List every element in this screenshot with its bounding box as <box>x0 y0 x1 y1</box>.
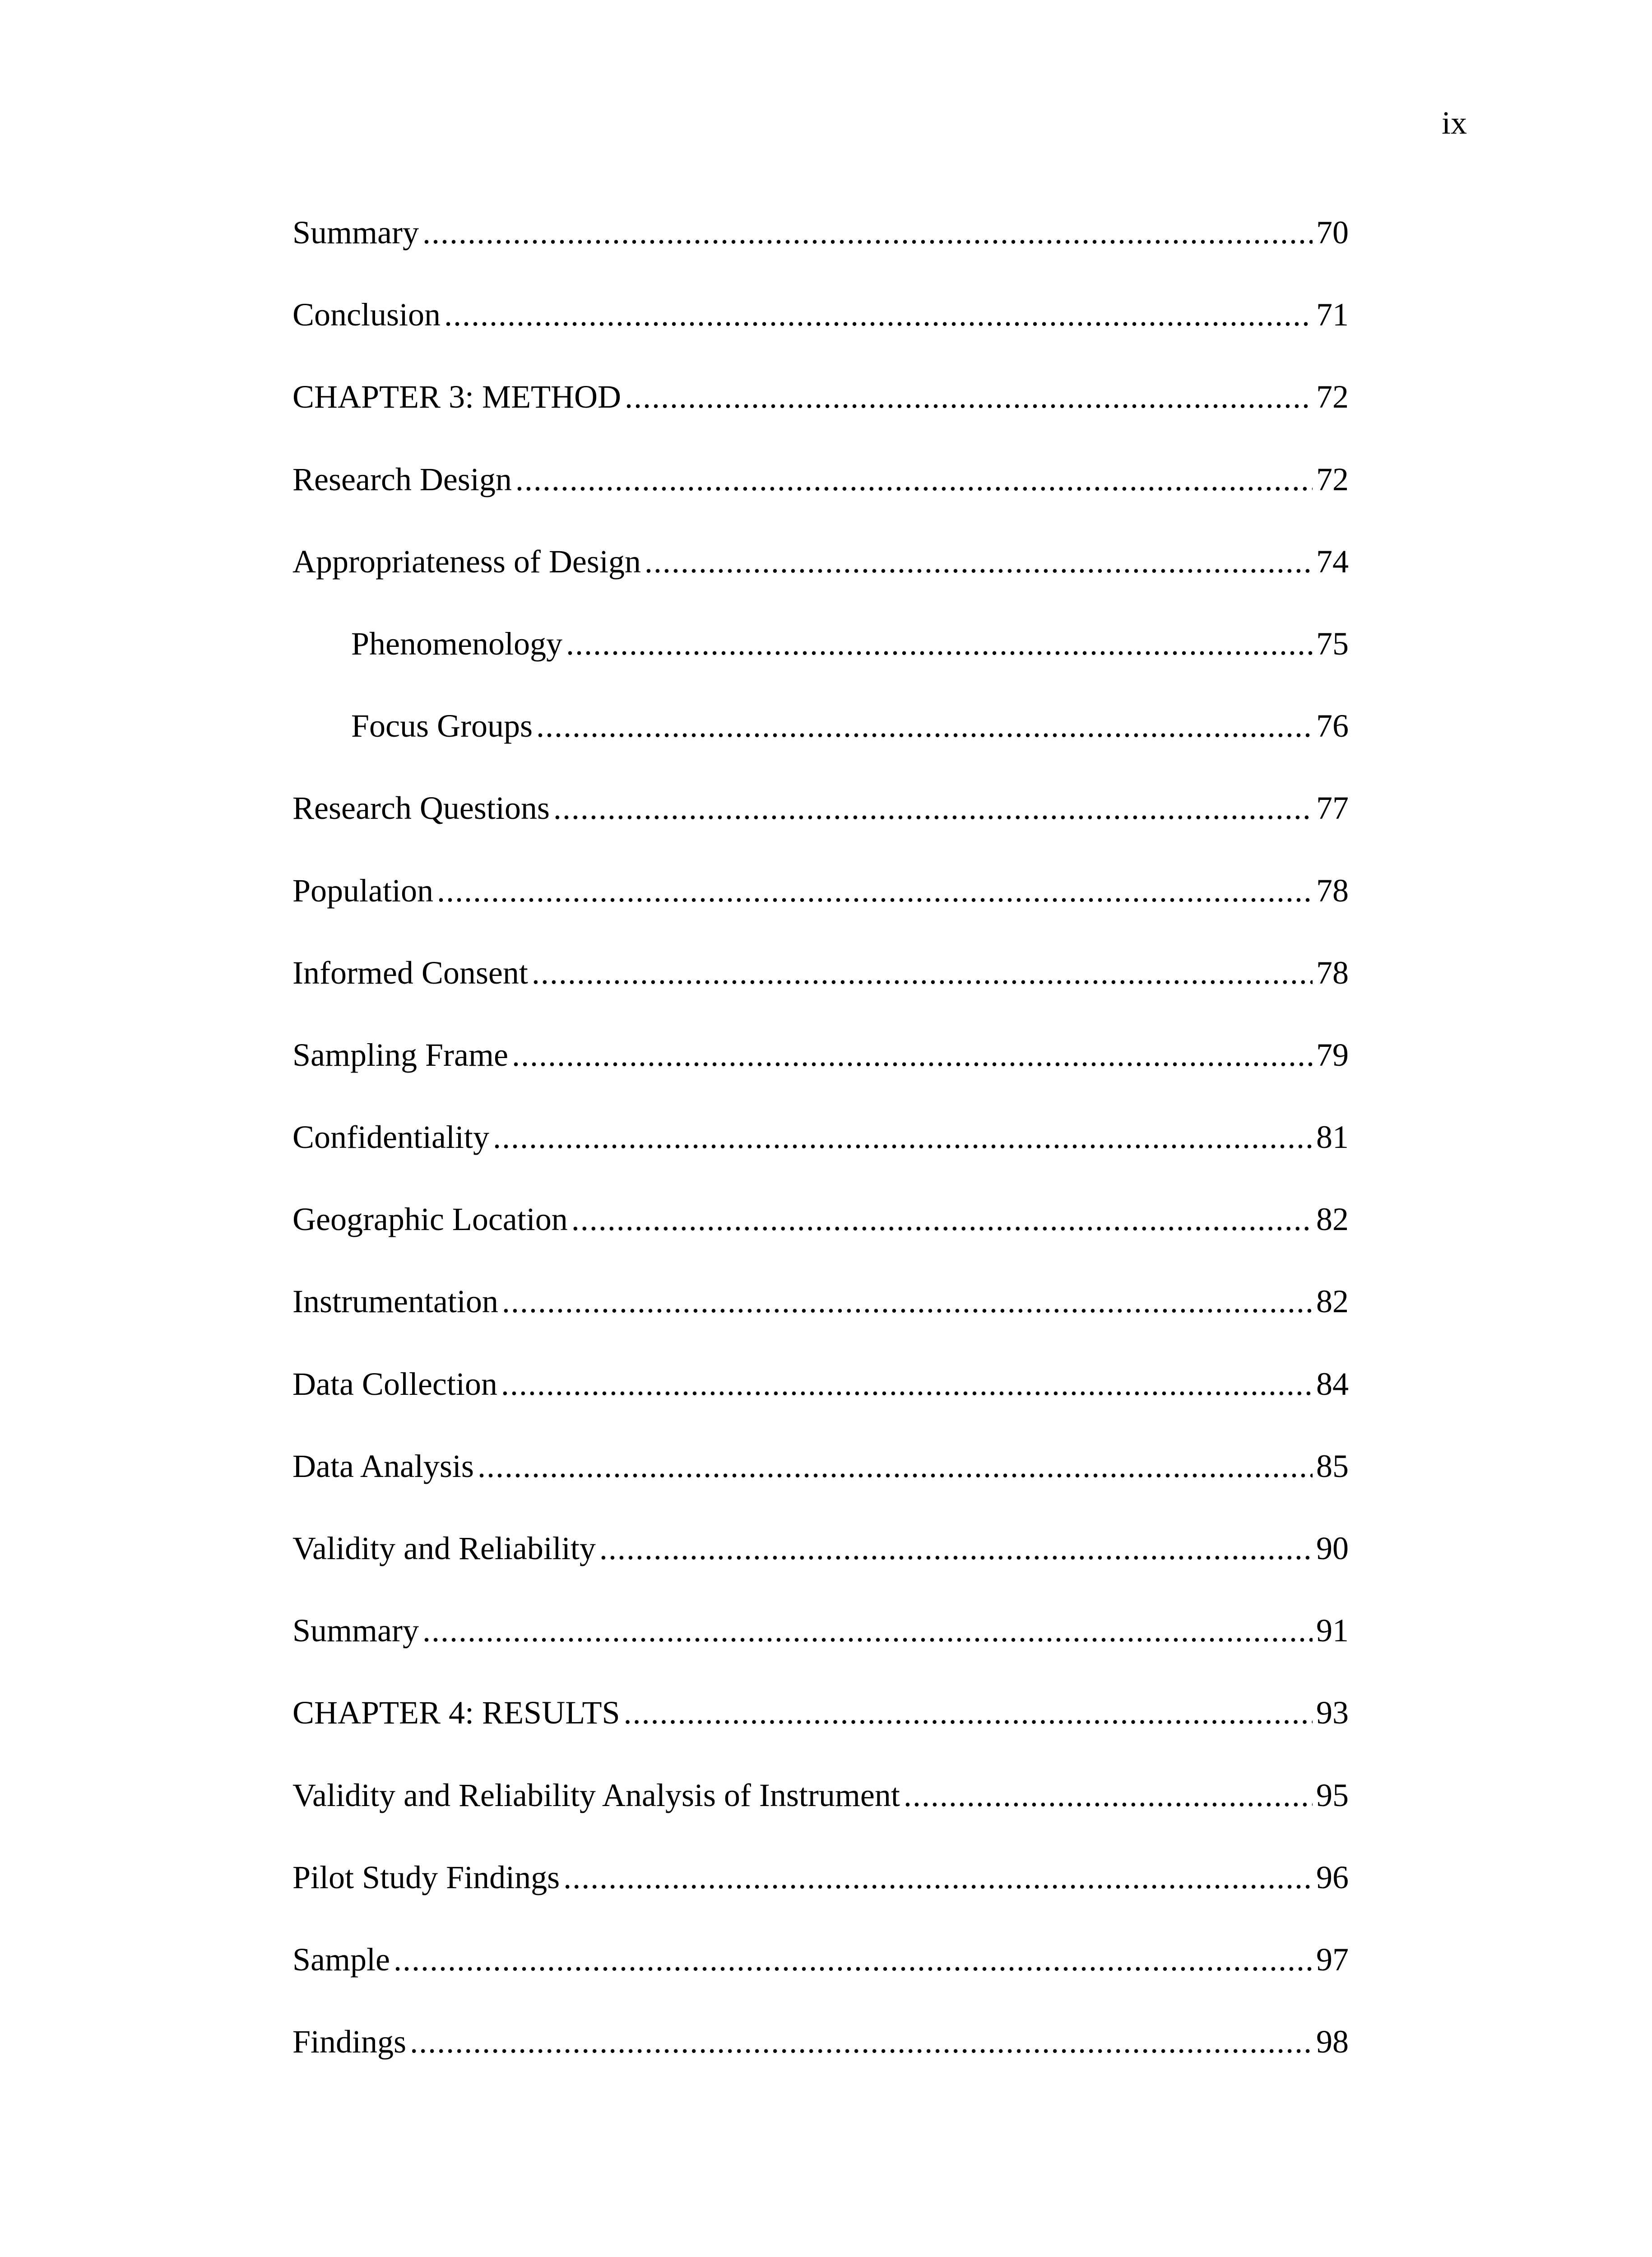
toc-entry-page: 82 <box>1316 1201 1349 1238</box>
toc-dot-leader <box>512 1035 1313 1075</box>
toc-entry-title: Focus Groups <box>351 708 533 744</box>
toc-entry <box>292 1199 1349 1281</box>
toc-entry-page: 79 <box>1316 1036 1349 1073</box>
toc-entry <box>292 212 1349 294</box>
toc-dot-leader <box>645 541 1313 582</box>
toc-entry-page: 91 <box>1316 1612 1349 1649</box>
table-of-contents <box>292 212 1349 2104</box>
toc-entry-page: 76 <box>1316 708 1349 744</box>
toc-entry <box>292 870 1349 952</box>
toc-entry <box>292 1035 1349 1117</box>
toc-entry-page: 72 <box>1316 461 1349 497</box>
toc-entry <box>292 706 1349 788</box>
toc-entry <box>292 1281 1349 1363</box>
toc-entry-page: 85 <box>1316 1448 1349 1484</box>
toc-dot-leader <box>394 1939 1313 1980</box>
toc-entry-page: 70 <box>1316 214 1349 251</box>
toc-entry <box>292 2021 1349 2104</box>
toc-entry-title: Appropriateness of Design <box>292 543 641 580</box>
toc-entry-page: 81 <box>1316 1119 1349 1156</box>
toc-entry-page: 75 <box>1316 625 1349 662</box>
page-number: ix <box>1441 105 1467 141</box>
toc-entry <box>292 788 1349 870</box>
toc-dot-leader <box>623 1692 1313 1733</box>
toc-entry-title: Validity and Reliability Analysis of Instrument <box>292 1777 900 1813</box>
toc-entry-title: Validity and Reliability <box>292 1530 596 1566</box>
toc-dot-leader <box>501 1364 1313 1404</box>
toc-entry <box>292 1857 1349 1939</box>
toc-entry-page: 90 <box>1316 1530 1349 1566</box>
toc-dot-leader <box>553 788 1313 828</box>
toc-entry <box>292 952 1349 1035</box>
toc-entry-title: CHAPTER 4: RESULTS <box>292 1695 620 1731</box>
toc-dot-leader <box>532 952 1313 993</box>
toc-dot-leader <box>437 870 1313 911</box>
toc-entry <box>292 1610 1349 1692</box>
toc-entry <box>292 623 1349 706</box>
toc-entry-page: 84 <box>1316 1365 1349 1402</box>
toc-dot-leader <box>444 294 1313 335</box>
toc-entry-title: Data Analysis <box>292 1448 474 1484</box>
toc-entry-page: 78 <box>1316 954 1349 991</box>
toc-entry-page: 71 <box>1316 297 1349 333</box>
toc-entry-title: Sampling Frame <box>292 1036 508 1073</box>
toc-entry <box>292 1775 1349 1857</box>
toc-dot-leader <box>422 212 1313 253</box>
toc-entry-page: 97 <box>1316 1941 1349 1978</box>
toc-dot-leader <box>566 623 1313 664</box>
toc-entry <box>292 459 1349 541</box>
toc-dot-leader <box>493 1117 1313 1157</box>
toc-entry-title: Research Questions <box>292 790 550 827</box>
toc-dot-leader <box>410 2021 1313 2062</box>
toc-entry <box>292 541 1349 623</box>
toc-entry-title: Instrumentation <box>292 1283 498 1320</box>
toc-entry-title: Findings <box>292 2024 407 2060</box>
toc-entry <box>292 376 1349 459</box>
toc-entry-title: Confidentiality <box>292 1119 489 1156</box>
toc-entry-page: 98 <box>1316 2024 1349 2060</box>
toc-dot-leader <box>904 1775 1313 1816</box>
toc-entry-title: Pilot Study Findings <box>292 1859 560 1895</box>
toc-dot-leader <box>478 1446 1313 1486</box>
toc-entry-title: Summary <box>292 1612 419 1649</box>
toc-entry-page: 96 <box>1316 1859 1349 1895</box>
toc-entry-title: Data Collection <box>292 1365 497 1402</box>
toc-entry-page: 82 <box>1316 1283 1349 1320</box>
toc-entry-page: 78 <box>1316 872 1349 909</box>
toc-entry <box>292 1939 1349 2021</box>
toc-entry <box>292 1528 1349 1610</box>
toc-entry <box>292 294 1349 376</box>
toc-dot-leader <box>563 1857 1313 1898</box>
toc-dot-leader <box>515 459 1313 500</box>
toc-dot-leader <box>599 1528 1313 1569</box>
toc-dot-leader <box>422 1610 1313 1651</box>
toc-entry-title: Sample <box>292 1941 390 1978</box>
toc-entry-title: Geographic Location <box>292 1201 568 1238</box>
toc-entry-page: 93 <box>1316 1695 1349 1731</box>
toc-entry-title: Summary <box>292 214 419 251</box>
toc-entry-page: 77 <box>1316 790 1349 827</box>
toc-dot-leader <box>625 376 1313 417</box>
toc-entry-page: 72 <box>1316 379 1349 415</box>
toc-entry-title: Population <box>292 872 434 909</box>
toc-entry <box>292 1117 1349 1199</box>
toc-entry-page: 95 <box>1316 1777 1349 1813</box>
toc-entry-title: Research Design <box>292 461 512 497</box>
toc-dot-leader <box>536 706 1313 746</box>
toc-entry-title: Informed Consent <box>292 954 528 991</box>
toc-entry-title: Conclusion <box>292 297 441 333</box>
toc-dot-leader <box>571 1199 1313 1240</box>
toc-dot-leader <box>502 1281 1313 1322</box>
toc-entry-title: Phenomenology <box>351 625 562 662</box>
toc-entry <box>292 1364 1349 1446</box>
toc-entry <box>292 1692 1349 1774</box>
toc-entry <box>292 1446 1349 1528</box>
toc-entry-title: CHAPTER 3: METHOD <box>292 379 622 415</box>
toc-entry-page: 74 <box>1316 543 1349 580</box>
